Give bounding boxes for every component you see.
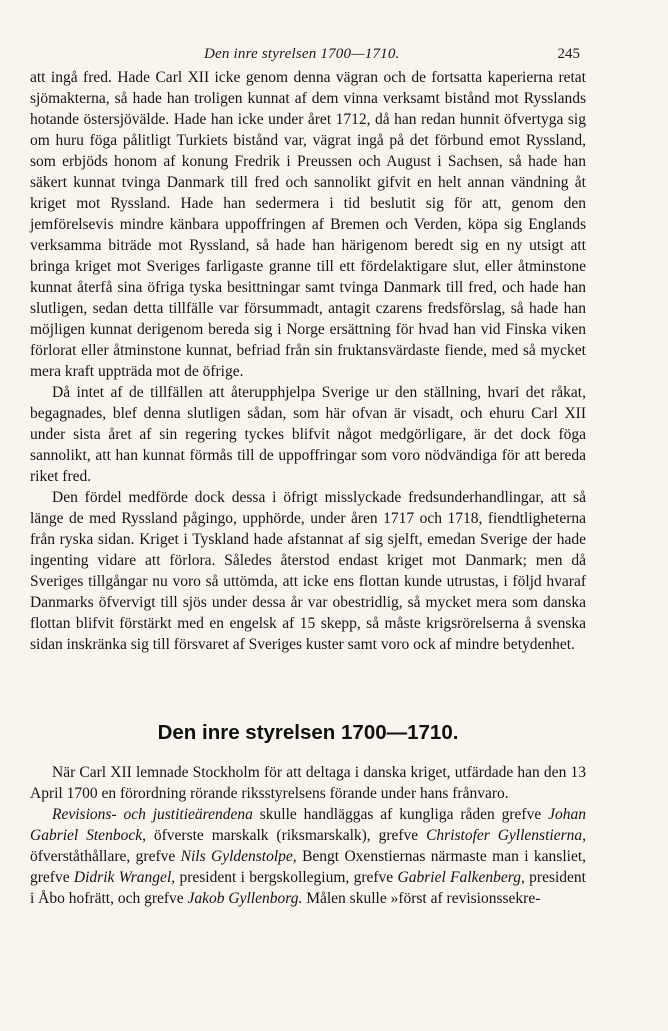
paragraph	[30, 804, 586, 909]
running-title: Den inre styrelsen 1700—1710.	[204, 46, 400, 62]
person-name: Didrik Wrangel,	[73, 869, 176, 886]
paragraph: att ingå fred. Hade Carl XII icke genom denna vägran och de fortsatta kaperierna retat sjömakterna, så hade han troligen kunnat af dem vinna verksamt bistånd mot Rysslands hotande östersjövälde. Hade han icke under året 1712, då han redan hunnit öfvertyga sig om huru föga pålitligt Turkiets bistånd var, vägrat ingå på det förbund emot Ryssland, som erbjöds honom af konung Fredrik i Preussen och August i Sachsen, så hade han säkert kunnat tvinga Danmark till fred och sannolikt gifvit en helt annan vändning åt kriget mot Ryssland. Hade han sedermera i tid beslutit sig för att, genom den jemförelsevis mindre känbara uppoffringen af Bremen och Verden, köpa sig Englands verksamma biträde mot Ryssland, så hade han härigenom beredt sig en ny utsigt att bringa kriget mot Sveriges farligaste granne till ett fördelaktigare slut, eller åtminstone kunnat återfå sina öfriga tyska besittningar samt tvinga Danmark till fred, och hade han slutligen, sedan detta tillfälle var försummadt, antagit czarens fredsförslag, så hade han möjligen kunnat derigenom bereda sig i Norge ersättning för hvad han vid Finska viken förlorat eller åtminstone kunnat, befriad från sin fruktansvärdaste fiende, med så mycket mera kraft uppträda mot de öfrige.	[30, 69, 586, 380]
body-text-bottom	[30, 762, 586, 909]
paragraph: När Carl XII lemnade Stockholm för att deltaga i danska kriget, utfärdade han den 13 April 1700 en förordning rörande riksstyrelsens förande under hans frånvaro.	[30, 764, 586, 802]
paragraph: Då intet af de tillfällen att återupphjelpa Sverige ur den ställning, hvari det råkat, begagnades, blef denna slutligen sådan, som här ofvan är visadt, och ehuru Carl XII under sista året af sin regering tyckes blifvit något medgörligare, är det dock föga sannolikt, att han kunnat förmås till de uppoffringar som voro nödvändiga för att bereda riket fred.	[30, 384, 586, 485]
italic-text: Revisions- och justitieärendena	[52, 806, 253, 823]
paragraph-text: president i Åbo hofrätt, och grefve	[30, 869, 586, 907]
page-number: 245	[557, 46, 580, 62]
paragraph-text: Bengt Oxenstiernas närmaste man i kansliet, grefve	[30, 848, 586, 886]
paragraph-text: skulle handläggas af kungliga råden grefve	[252, 806, 549, 823]
person-name: Gabriel Falkenberg,	[397, 869, 525, 886]
person-name: Christofer Gyllenstierna,	[426, 827, 586, 844]
body-text-top	[30, 67, 586, 655]
page-header	[190, 44, 590, 68]
paragraph-text: Målen skulle »först af revisionssekre-	[302, 890, 541, 907]
paragraph: Den fördel medförde dock dessa i öfrigt misslyckade fredsunderhandlingar, att så länge de med Ryssland pågingo, upphörde, under åren 1717 och 1718, fiendtligheterna från ryska sidan. Kriget i Tyskland hade afstannat af sig sjelft, emedan Sverige der hade ingenting vidare att förlora. Således återstod endast kriget mot Danmark; men då Sveriges tillgångar nu voro så uttömda, att icke ens flottan kunde utrustas, i följd hvaraf Danmarks öfvervigt till sjös under dessa år var obestridlig, så mycket mera som danska flottan blifvit förstärkt med en engelsk af 15 skepp, så måste krigsrörelserna å svenska sidan inskränka sig till försvaret af Sveriges kuster samt voro ock af mindre betydenhet.	[30, 489, 586, 653]
person-name: Jakob Gyllenborg.	[187, 890, 303, 907]
person-name: Nils Gyldenstolpe,	[180, 848, 297, 865]
paragraph-text: president i bergskollegium, grefve	[175, 869, 398, 886]
section-heading: Den inre styrelsen 1700—1710.	[157, 721, 459, 744]
person-name: Johan Gabriel Stenbock,	[30, 806, 586, 844]
paragraph-text: öfverste marskalk (riksmarskalk), grefve	[145, 827, 427, 844]
paragraph-text: öfverståthållare, grefve	[30, 848, 181, 865]
